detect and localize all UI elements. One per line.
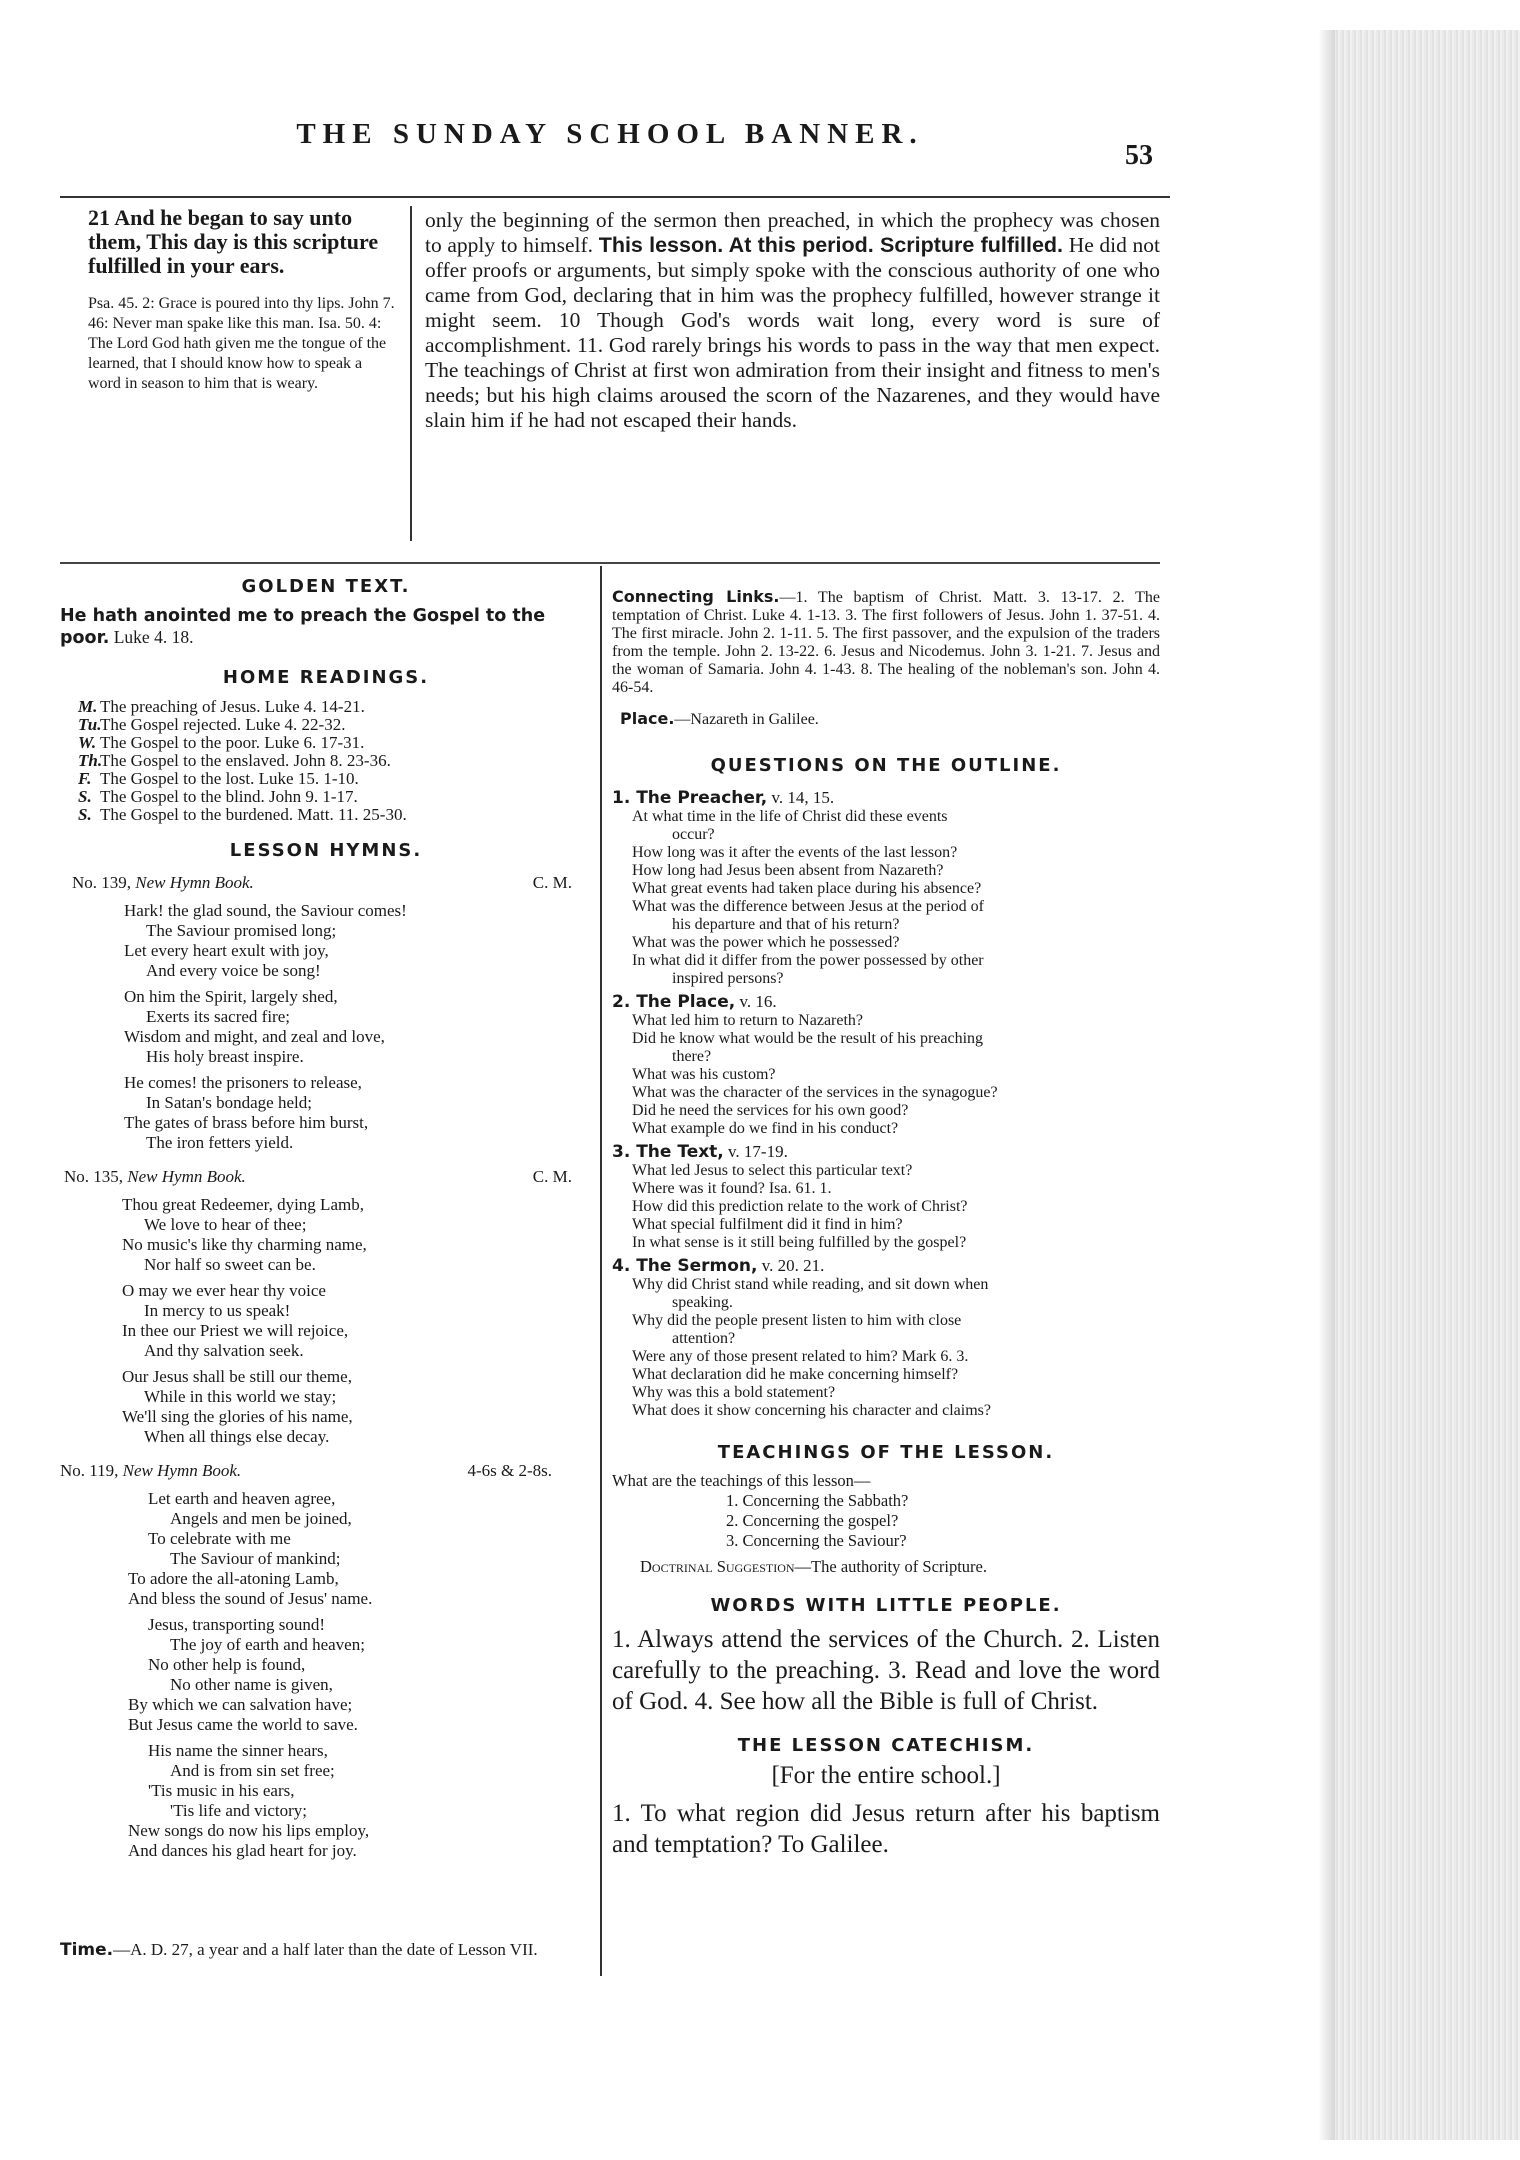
question-group-ref: v. 17-19. bbox=[723, 1142, 788, 1161]
reading-day: S. bbox=[78, 805, 92, 824]
hymn-line: No other name is given, bbox=[170, 1675, 333, 1694]
golden-text bbox=[60, 605, 592, 649]
hymn-line: And bless the sound of Jesus' name. bbox=[128, 1589, 373, 1608]
question-group-heading bbox=[612, 1256, 1160, 1276]
question: In what did it differ from the power possessed by other bbox=[632, 952, 984, 969]
doctrinal-suggestion bbox=[640, 1557, 1160, 1577]
reading-text: The Gospel to the lost. Luke 15. 1-10. bbox=[100, 769, 359, 788]
page-number: 53 bbox=[1125, 140, 1153, 171]
question: Where was it found? Isa. 61. 1. bbox=[632, 1180, 832, 1197]
question-group-title: 3. The Text, bbox=[612, 1142, 724, 1162]
words-text: 1. Always attend the services of the Church. 2. Listen carefully to the preaching. 3. Read and love the word of God. 4. See how all the Bible is full of Christ. bbox=[612, 1626, 1160, 1715]
hymn-line: Let earth and heaven agree, bbox=[148, 1489, 336, 1508]
reading-text: The Gospel to the poor. Luke 6. 17-31. bbox=[100, 733, 365, 752]
reading-text: The Gospel to the enslaved. John 8. 23-36. bbox=[100, 751, 391, 770]
hymn-header bbox=[64, 1167, 572, 1187]
hymn-line: New songs do now his lips employ, bbox=[128, 1821, 370, 1840]
reading-row bbox=[78, 788, 592, 806]
hymn-stanza bbox=[128, 1489, 592, 1609]
lesson-place-text: —Nazareth in Galilee. bbox=[674, 711, 819, 728]
lesson-time bbox=[60, 1940, 570, 1960]
hymn-book: New Hymn Book. bbox=[122, 1461, 242, 1480]
reading-day: Th. bbox=[78, 751, 103, 770]
reading-day: F. bbox=[78, 769, 92, 788]
hymn-line: 'Tis music in his ears, bbox=[148, 1781, 295, 1800]
hymn-stanza bbox=[122, 1195, 592, 1275]
hymn-line: In thee our Priest we will rejoice, bbox=[122, 1321, 349, 1340]
hymn-line: Exerts its sacred fire; bbox=[146, 1007, 290, 1026]
hymn-meter: 4-6s & 2-8s. bbox=[467, 1461, 552, 1480]
reading-day: S. bbox=[78, 787, 92, 806]
hymn-line: Let every heart exult with joy, bbox=[124, 941, 329, 960]
question: speaking. bbox=[672, 1294, 733, 1311]
question: his departure and that of his return? bbox=[672, 916, 900, 933]
golden-text-quote: He hath anointed me to preach the Gospel to the poor. bbox=[60, 606, 546, 648]
question: Why did Christ stand while reading, and sit down when bbox=[632, 1276, 989, 1293]
hymn-line: But Jesus came the world to save. bbox=[128, 1715, 358, 1734]
left-column bbox=[60, 570, 592, 1960]
hymn-line: The Saviour promised long; bbox=[146, 921, 337, 940]
cross-references: Psa. 45. 2: Grace is poured into thy lips. John 7. 46: Never man spake like this man. Isa. 50. 4: The Lord God hath given me the tongue of the learned, that I should know how to speak a word in season to him that is weary. bbox=[88, 295, 395, 392]
question: What was the difference between Jesus at the period of bbox=[632, 898, 985, 915]
scripture-verse: 21 And he began to say unto them, This day is this scripture fulfilled in your ears. bbox=[88, 205, 379, 278]
hymn-line: In Satan's bondage held; bbox=[146, 1093, 312, 1112]
hymn-stanza bbox=[122, 1281, 592, 1361]
teaching-item: 2. Concerning the gospel? bbox=[726, 1511, 899, 1530]
home-readings-heading: HOME READINGS. bbox=[222, 667, 430, 688]
hymn-line: When all things else decay. bbox=[144, 1427, 330, 1446]
question-group-ref: v. 14, 15. bbox=[767, 788, 835, 807]
hymn-line: Thou great Redeemer, dying Lamb, bbox=[122, 1195, 364, 1214]
hymn-book: New Hymn Book. bbox=[127, 1167, 246, 1186]
question: How long had Jesus been absent from Nazareth? bbox=[632, 862, 944, 879]
teachings-intro: What are the teachings of this lesson— bbox=[612, 1471, 871, 1490]
column-divider bbox=[600, 566, 602, 1976]
hymn-number: No. 119, bbox=[60, 1461, 119, 1480]
question: What was the power which he possessed? bbox=[632, 934, 900, 951]
catechism-subheading: [For the entire school.] bbox=[771, 1762, 1001, 1789]
hymn-stanza bbox=[124, 901, 592, 981]
question: In what sense is it still being fulfilled by the gospel? bbox=[632, 1234, 967, 1251]
hymn-stanza bbox=[128, 1741, 592, 1861]
catechism-question: 1. To what region did Jesus return after his baptism and temptation? To Galilee. bbox=[612, 1800, 1160, 1858]
reading-day: Tu. bbox=[78, 715, 102, 734]
question: What example do we find in his conduct? bbox=[632, 1120, 899, 1137]
header-rule bbox=[60, 196, 1170, 198]
hymn-book: New Hymn Book. bbox=[135, 873, 254, 892]
question: What declaration did he make concerning himself? bbox=[632, 1366, 959, 1383]
question-group-heading bbox=[612, 788, 1160, 808]
question: At what time in the life of Christ did these events bbox=[632, 808, 948, 825]
hymn-line: Nor half so sweet can be. bbox=[144, 1255, 316, 1274]
question: How long was it after the events of the last lesson? bbox=[632, 844, 958, 861]
hymn-line: The iron fetters yield. bbox=[146, 1133, 294, 1152]
right-column bbox=[612, 588, 1160, 1860]
hymn-meter: C. M. bbox=[532, 1167, 572, 1186]
reading-row bbox=[78, 770, 592, 788]
question: What does it show concerning his character and claims? bbox=[632, 1402, 991, 1419]
reading-row bbox=[78, 752, 592, 770]
lesson-hymns-heading: LESSON HYMNS. bbox=[229, 840, 423, 861]
doctrinal-label: Doctrinal Suggestion bbox=[640, 1557, 795, 1576]
hymn-number: No. 135, bbox=[64, 1167, 124, 1186]
reading-text: The Gospel to the blind. John 9. 1-17. bbox=[100, 787, 358, 806]
question-group-heading bbox=[612, 992, 1160, 1012]
hymn-line: The Saviour of mankind; bbox=[170, 1549, 341, 1568]
question: there? bbox=[672, 1048, 712, 1065]
hymn-stanza bbox=[128, 1615, 592, 1735]
question: attention? bbox=[672, 1330, 736, 1347]
hymn-stanza bbox=[124, 1073, 592, 1153]
golden-text-ref: Luke 4. 18. bbox=[113, 627, 194, 647]
commentary-bold: This lesson. At this period. Scripture fulfilled. bbox=[598, 233, 1064, 257]
hymn-line: Wisdom and might, and zeal and love, bbox=[124, 1027, 385, 1046]
hymn-line: And thy salvation seek. bbox=[144, 1341, 304, 1360]
hymn-line: His name the sinner hears, bbox=[148, 1741, 328, 1760]
words-heading: WORDS WITH LITTLE PEOPLE. bbox=[710, 1595, 1062, 1616]
question: What was his custom? bbox=[632, 1066, 776, 1083]
question: Did he need the services for his own good? bbox=[632, 1102, 909, 1119]
hymn-line: And is from sin set free; bbox=[170, 1761, 335, 1780]
hymn-line: The joy of earth and heaven; bbox=[170, 1635, 365, 1654]
question: What was the character of the services in the synagogue? bbox=[632, 1084, 998, 1101]
reading-text: The Gospel rejected. Luke 4. 22-32. bbox=[100, 715, 346, 734]
hymn-line: To adore the all-atoning Lamb, bbox=[128, 1569, 339, 1588]
question: Did he know what would be the result of his preaching bbox=[632, 1030, 984, 1047]
connecting-links-label: Connecting Links. bbox=[612, 587, 780, 606]
hymn-line: O may we ever hear thy voice bbox=[122, 1281, 326, 1300]
hymn-stanza bbox=[124, 987, 592, 1067]
lesson-place bbox=[620, 709, 1160, 729]
scripture-verse-column bbox=[88, 206, 398, 394]
reading-row bbox=[78, 716, 592, 734]
hymn-line: In mercy to us speak! bbox=[144, 1301, 291, 1320]
lesson-time-text: —A. D. 27, a year and a half later than the date of Lesson VII. bbox=[113, 1940, 538, 1959]
reading-day: M. bbox=[78, 697, 98, 716]
hymn-line: He comes! the prisoners to release, bbox=[124, 1073, 362, 1092]
golden-text-heading: GOLDEN TEXT. bbox=[241, 576, 411, 597]
hymn-line: No other help is found, bbox=[148, 1655, 306, 1674]
commentary bbox=[425, 208, 1160, 433]
reading-row bbox=[78, 698, 592, 716]
teaching-item: 3. Concerning the Saviour? bbox=[726, 1531, 907, 1550]
commentary-part-2: He did not offer proofs or arguments, but simply spoke with the conscious authority of one who came from God, declaring that in him was the prophecy fulfilled, however strange it might seem. 10 Though God's words wait long, every word is sure of accomplishment. 11. God rarely brings his words to pass in the way that men expect. The teachings of Christ at first won admiration from their insight and fitness to men's needs; but his high claims aroused the scorn of the Nazarenes, and they would have slain him if he had not escaped their hands. bbox=[425, 233, 1161, 432]
question: What led him to return to Nazareth? bbox=[632, 1012, 864, 1029]
question: How did this prediction relate to the work of Christ? bbox=[632, 1198, 968, 1215]
hymn-header bbox=[60, 1461, 552, 1481]
hymn-line: To celebrate with me bbox=[148, 1529, 291, 1548]
question: Why did the people present listen to him with close bbox=[632, 1312, 962, 1329]
connecting-links-text: —1. The baptism of Christ. Matt. 3. 13-17. 2. The temptation of Christ. Luke 4. 1-13. 3. The first followers of Jesus. John 1. 37-51. 4. The first miracle. John 2. 1-11. 5. The first passover, and the expulsion of the traders from the temple. John 2. 13-22. 6. Jesus and Nicodemus. John 3. 1-21. 7. Jesus and the woman of Samaria. John 4. 1-43. 8. The healing of the nobleman's son. John 4. 46-54. bbox=[612, 589, 1161, 696]
hymn-line: And dances his glad heart for joy. bbox=[128, 1841, 357, 1860]
doctrinal-text: —The authority of Scripture. bbox=[794, 1557, 987, 1576]
question: Were any of those present related to him? Mark 6. 3. bbox=[632, 1348, 969, 1365]
section-rule bbox=[60, 562, 1160, 564]
hymn-line: His holy breast inspire. bbox=[146, 1047, 304, 1066]
hymn-line: 'Tis life and victory; bbox=[170, 1801, 308, 1820]
question: Why was this a bold statement? bbox=[632, 1384, 836, 1401]
teaching-item: 1. Concerning the Sabbath? bbox=[726, 1491, 909, 1510]
reading-text: The Gospel to the burdened. Matt. 11. 25-30. bbox=[100, 805, 407, 824]
question: inspired persons? bbox=[672, 970, 784, 987]
hymn-line: Jesus, transporting sound! bbox=[148, 1615, 326, 1634]
teachings-heading: TEACHINGS OF THE LESSON. bbox=[717, 1442, 1055, 1463]
hymn-line: Angels and men be joined, bbox=[170, 1509, 352, 1528]
home-readings-list bbox=[78, 698, 592, 824]
hymn-number: No. 139, bbox=[72, 873, 132, 892]
question-group-ref: v. 16. bbox=[735, 992, 777, 1011]
hymn-line: On him the Spirit, largely shed, bbox=[124, 987, 338, 1006]
question-group-heading bbox=[612, 1142, 1160, 1162]
lesson-place-label: Place. bbox=[620, 709, 675, 728]
reading-day: W. bbox=[78, 733, 97, 752]
question: What led Jesus to select this particular text? bbox=[632, 1162, 913, 1179]
running-title: THE SUNDAY SCHOOL BANNER. bbox=[296, 118, 924, 150]
questions-heading: QUESTIONS ON THE OUTLINE. bbox=[710, 755, 1062, 776]
hymn-line: We'll sing the glories of his name, bbox=[122, 1407, 353, 1426]
question-group-title: 1. The Preacher, bbox=[612, 788, 768, 808]
hymn-line: While in this world we stay; bbox=[144, 1387, 337, 1406]
hymn-line: Our Jesus shall be still our theme, bbox=[122, 1367, 352, 1386]
column-divider bbox=[410, 206, 412, 541]
hymn-line: And every voice be song! bbox=[146, 961, 321, 980]
hymn-line: No music's like thy charming name, bbox=[122, 1235, 367, 1254]
hymn-line: The gates of brass before him burst, bbox=[124, 1113, 369, 1132]
question-group-title: 4. The Sermon, bbox=[612, 1256, 758, 1276]
reading-row bbox=[78, 806, 592, 824]
question: What special fulfilment did it find in him? bbox=[632, 1216, 903, 1233]
commentary-part-1: only the beginning of the sermon then preached, in which the prophecy was chosen to apply to himself. bbox=[425, 208, 1160, 257]
question: occur? bbox=[672, 826, 715, 843]
connecting-links bbox=[612, 588, 1160, 697]
catechism-heading: THE LESSON CATECHISM. bbox=[737, 1735, 1035, 1756]
reading-text: The preaching of Jesus. Luke 4. 14-21. bbox=[100, 697, 365, 716]
hymn-stanza bbox=[122, 1367, 592, 1447]
question-group-ref: v. 20. 21. bbox=[757, 1256, 825, 1275]
question-group-title: 2. The Place, bbox=[612, 992, 736, 1012]
reading-row bbox=[78, 734, 592, 752]
hymn-line: By which we can salvation have; bbox=[128, 1695, 353, 1714]
book-page-edges bbox=[1335, 30, 1520, 2140]
hymn-line: We love to hear of thee; bbox=[144, 1215, 307, 1234]
lesson-time-label: Time. bbox=[60, 1940, 114, 1960]
hymn-header bbox=[72, 873, 572, 893]
hymn-meter: C. M. bbox=[532, 873, 572, 892]
hymn-line: Hark! the glad sound, the Saviour comes! bbox=[124, 901, 407, 920]
question: What great events had taken place during his absence? bbox=[632, 880, 982, 897]
